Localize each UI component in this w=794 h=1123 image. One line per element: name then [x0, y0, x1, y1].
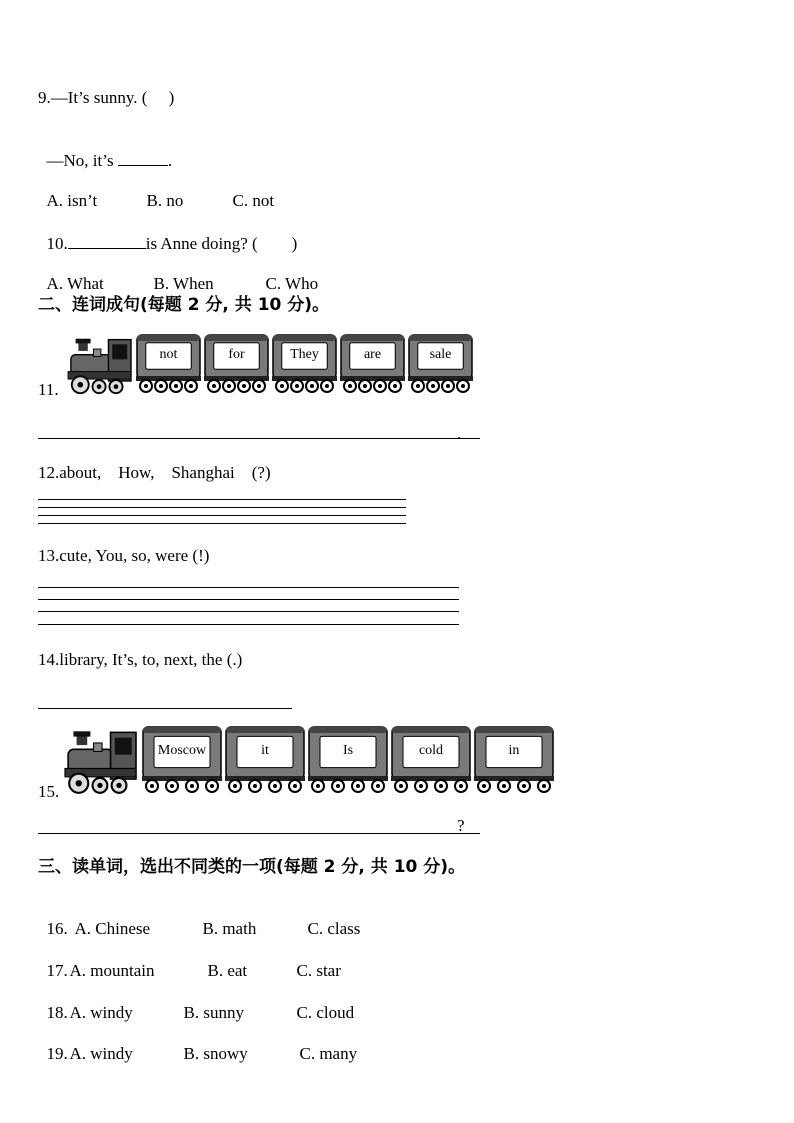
train-wagon-2	[225, 726, 305, 796]
train-word-4: cold	[418, 743, 444, 758]
train-wagon-1	[136, 334, 201, 396]
section3-heading: 三、读单词，选出不同类的一项(每题 2 分, 共 10 分)。	[38, 857, 466, 877]
train-word-2: it	[261, 743, 269, 758]
q16-number: 16.	[46, 919, 68, 938]
q18-option-b[interactable]: B. sunny	[183, 1003, 244, 1022]
q9-option-a[interactable]: A. isn’t	[46, 191, 98, 210]
q10-answer-blank[interactable]	[68, 233, 146, 249]
train-word-1: Moscow	[157, 743, 207, 758]
train-wagon-4	[340, 334, 405, 396]
q17-row	[38, 941, 341, 981]
q17-option-b[interactable]: B. eat	[207, 961, 248, 980]
q13-writing-line-4[interactable]	[38, 624, 459, 625]
section2-heading: 二、连词成句(每题 2 分, 共 10 分)。	[38, 295, 330, 315]
q10-options	[38, 254, 318, 294]
q10-text: is Anne doing? ( )	[145, 234, 298, 253]
q10-option-c[interactable]: C. Who	[265, 274, 319, 293]
q19-option-a[interactable]: A. windy	[69, 1044, 133, 1063]
q18-number: 18.	[46, 1003, 68, 1022]
q17-number: 17.	[46, 961, 68, 980]
q16-option-c[interactable]: C. class	[307, 919, 361, 938]
train-word-5: in	[508, 743, 520, 758]
q9-option-c[interactable]: C. not	[232, 191, 275, 210]
steam-locomotive-icon	[62, 726, 140, 801]
q9-answer-blank[interactable]	[118, 150, 168, 166]
q14-prompt: 14.library, It’s, to, next, the (.)	[38, 650, 243, 669]
q11-number: 11.	[38, 380, 59, 399]
q9-response-prefix: —No, it’s	[46, 151, 118, 170]
q9-response	[38, 130, 172, 171]
q12-prompt: 12.about, How, Shanghai (?)	[38, 463, 271, 482]
q19-row	[38, 1024, 357, 1064]
q15-end-punctuation: ?	[457, 816, 465, 835]
train-wagon-3	[308, 726, 388, 796]
q13-writing-line-3[interactable]	[38, 611, 459, 612]
q11-answer-line[interactable]	[38, 438, 480, 439]
q15-number: 15.	[38, 782, 60, 801]
q13-writing-line-2[interactable]	[38, 599, 459, 600]
train-word-4: are	[363, 347, 382, 362]
q9-prompt: 9.—It’s sunny. ( )	[38, 88, 175, 107]
q18-option-a[interactable]: A. windy	[69, 1003, 133, 1022]
q10-number: 10.	[46, 234, 68, 253]
q14-answer-line[interactable]	[38, 708, 292, 709]
train-word-2: for	[228, 347, 245, 362]
q13-prompt: 13.cute, You, so, were (!)	[38, 546, 210, 565]
q15-word-train	[62, 726, 556, 798]
steam-locomotive-icon	[66, 334, 134, 401]
train-word-5: sale	[429, 347, 452, 362]
q15-answer-line[interactable]	[38, 833, 480, 834]
q9-option-b[interactable]: B. no	[146, 191, 184, 210]
q19-option-c[interactable]: C. many	[299, 1044, 358, 1063]
q17-option-c[interactable]: C. star	[296, 961, 341, 980]
q19-number: 19.	[46, 1044, 68, 1063]
q18-option-c[interactable]: C. cloud	[296, 1003, 355, 1022]
q12-writing-line-1[interactable]	[38, 499, 406, 500]
train-wagon-3	[272, 334, 337, 396]
q9-options	[38, 171, 274, 211]
q17-option-a[interactable]: A. mountain	[69, 961, 155, 980]
train-word-1: not	[159, 347, 178, 362]
train-wagon-1	[142, 726, 222, 796]
q19-option-b[interactable]: B. snowy	[183, 1044, 248, 1063]
q10-option-b[interactable]: B. When	[153, 274, 214, 293]
q10-option-a[interactable]: A. What	[46, 274, 104, 293]
q16-option-a[interactable]: A. Chinese	[74, 919, 151, 938]
q16-row	[38, 899, 360, 939]
q11-word-train	[66, 334, 476, 394]
train-wagon-2	[204, 334, 269, 396]
train-wagon-5	[474, 726, 554, 796]
q13-writing-line-1[interactable]	[38, 587, 459, 588]
q12-writing-line-2[interactable]	[38, 507, 406, 508]
train-wagon-4	[391, 726, 471, 796]
q12-writing-line-4[interactable]	[38, 523, 406, 524]
q10-prompt	[38, 213, 297, 254]
train-wagon-5	[408, 334, 473, 396]
q9-response-suffix: .	[167, 151, 173, 170]
train-word-3: They	[290, 347, 319, 362]
q11-end-punctuation: .	[457, 424, 462, 443]
q18-row	[38, 983, 354, 1023]
train-word-3: Is	[342, 743, 354, 758]
q12-writing-line-3[interactable]	[38, 515, 406, 516]
q16-option-b[interactable]: B. math	[202, 919, 257, 938]
